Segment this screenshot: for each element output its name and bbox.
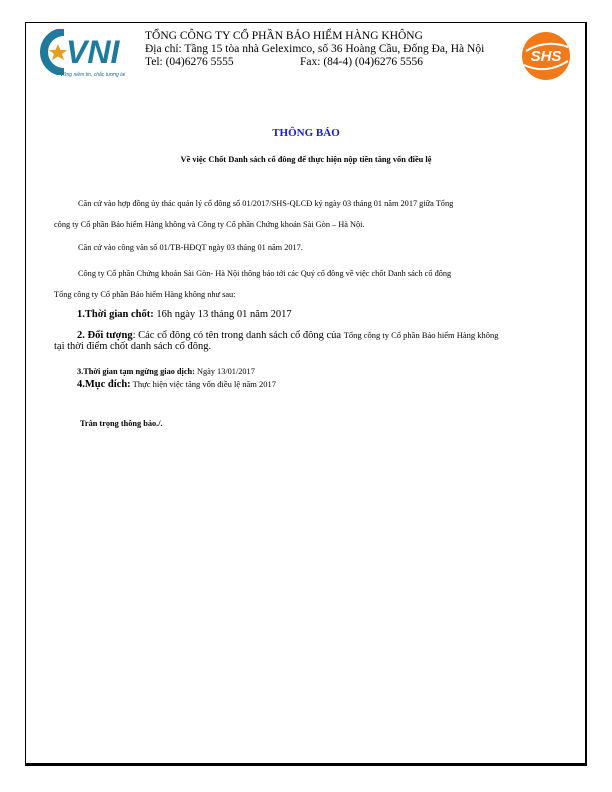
item-label: 1.Thời gian chốt:	[77, 309, 154, 320]
paragraph-line: Tổng công ty Cổ phần Bảo hiểm Hàng không như sau:	[54, 290, 236, 299]
company-tel: Tel: (04)6276 5555	[145, 56, 234, 68]
paragraph-official-letter	[54, 237, 576, 258]
item-value: 16h ngày 13 tháng 01 năm 2017	[153, 309, 292, 320]
paragraph-line: công ty Cổ phần Bảo hiểm Hàng không và Công ty Cổ phần Chứng khoán Sài Gòn – Hà Nội.	[54, 220, 365, 229]
item-value: Ngày 13/01/2017	[194, 367, 255, 376]
item-label: 4.Mục đích:	[77, 379, 131, 390]
paragraph-line: Căn cứ vào hợp đồng ủy thác quản lý cổ đông số 01/2017/SHS-QLCĐ ký ngày 03 tháng 01 năm 2017 giữa Tổng	[78, 199, 454, 208]
item-subject	[54, 330, 576, 352]
document-title: THÔNG BÁO	[272, 127, 340, 139]
paragraph-announcement	[54, 263, 576, 305]
vni-tagline: Vững niềm tin, chắc tương lai	[60, 72, 126, 78]
company-address: Địa chỉ: Tầng 15 tòa nhà Geleximco, số 36 Hoàng Cầu, Đống Đa, Hà Nội	[145, 43, 485, 55]
item-label: 2. Đối tượng	[77, 330, 133, 341]
shs-logo	[520, 31, 572, 81]
vni-logo-text: VNI	[66, 34, 120, 70]
item-trading-halt	[77, 366, 599, 377]
shs-logo-mark	[520, 31, 572, 81]
paragraph-line: Công ty Cổ phần Chứng khoán Sài Gòn- Hà Nội thông báo tới các Quý cổ đông về việc chốt Danh sách cổ đông	[78, 269, 452, 278]
shs-logo-text: SHS	[530, 48, 562, 65]
item-record-time	[77, 309, 599, 320]
paragraph-contract	[54, 193, 576, 235]
company-header	[145, 30, 515, 69]
item-value-line: tại thời điểm chốt danh sách cổ đông.	[54, 341, 212, 352]
item-value: Tổng công ty Cổ phần Bảo hiểm Hàng không	[343, 330, 499, 340]
company-fax: Fax: (84-4) (04)6276 5556	[300, 56, 423, 68]
item-value: : Các cổ đông có tên trong danh sách cổ đông của	[132, 330, 344, 341]
document-subtitle: Về việc Chốt Danh sách cổ đông để thực hiện nộp tiền tăng vốn điều lệ	[180, 155, 432, 164]
item-value: Thực hiện việc tăng vốn điều lệ năm 2017	[130, 379, 277, 389]
company-name: TỔNG CÔNG TY CỔ PHẦN BẢO HIỂM HÀNG KHÔNG	[145, 30, 423, 42]
paragraph-line: Căn cứ vào công văn số 01/TB-HĐQT ngày 03 tháng 01 năm 2017.	[78, 243, 303, 252]
item-purpose	[77, 379, 599, 390]
vni-logo	[38, 29, 130, 83]
item-label: 3.Thời gian tạm ngừng giao dịch:	[77, 367, 195, 376]
vni-logo-mark	[38, 29, 130, 75]
closing-text: Trân trọng thông báo./.	[80, 419, 163, 428]
